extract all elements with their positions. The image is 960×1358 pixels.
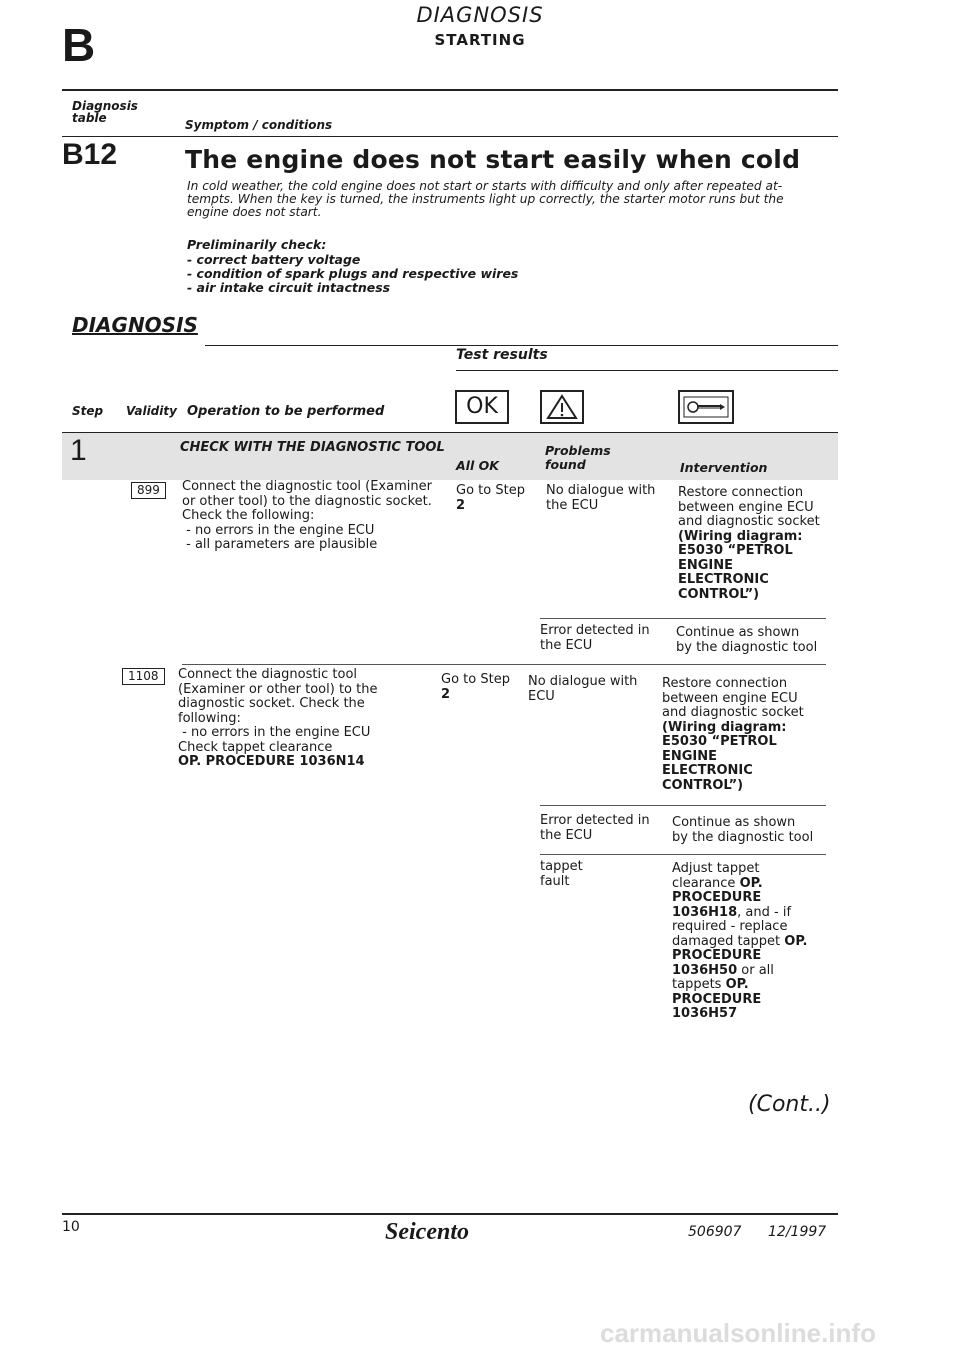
section-letter: B bbox=[62, 19, 96, 71]
operation-normal: Connect the diagnostic tool (Examiner or other tool) to the diagnostic socket. Check the following: - no errors in the engine ECU Check tappet clearance bbox=[178, 667, 378, 755]
warning-icon bbox=[540, 390, 584, 424]
all-ok-label: Go to Step bbox=[441, 672, 510, 687]
intervention-bold: (Wiring diagram: E5030 “PETROL ENGINE ELECTRONIC CONTROL”) bbox=[678, 528, 803, 602]
row-divider bbox=[182, 664, 826, 665]
all-ok-text bbox=[441, 673, 510, 702]
col-step: Step bbox=[72, 404, 104, 418]
diagnosis-table-label: Diagnosis table bbox=[72, 99, 138, 125]
footer-page: 10 bbox=[62, 1219, 80, 1235]
col-operation: Operation to be performed bbox=[187, 404, 385, 419]
diagnosis-heading: DIAGNOSIS bbox=[72, 313, 198, 337]
intervention-normal: Restore connection between engine ECU and diagnostic socket bbox=[662, 676, 804, 720]
footer-date: 12/1997 bbox=[768, 1224, 827, 1240]
header-rule bbox=[62, 89, 838, 91]
intervention-text bbox=[678, 486, 820, 602]
problem-text: Error detected in the ECU bbox=[540, 813, 650, 843]
result-divider bbox=[540, 805, 826, 806]
intervention-text bbox=[662, 677, 804, 793]
intervention-bold-part: OP. PROCEDURE 1036H18 bbox=[672, 875, 763, 920]
intervention-normal: Restore connection between engine ECU and diagnostic socket bbox=[678, 485, 820, 529]
step-number: 1 bbox=[70, 434, 87, 467]
description: In cold weather, the cold engine does not start or starts with difficulty and only after repeated at- tempts. When the key is turned, the instruments light up correctly, the starter motor runs but the engine does not start. bbox=[187, 179, 784, 219]
problem-text: No dialogue with the ECU bbox=[546, 483, 656, 513]
validity-code: 899 bbox=[131, 482, 166, 499]
all-ok-text bbox=[456, 484, 525, 513]
footer-doc: 506907 bbox=[688, 1224, 742, 1240]
operation-text: Connect the diagnostic tool (Examiner or other tool) to the diagnostic socket. Check the following: - no errors in the engine ECU - all parameters are plausible bbox=[182, 479, 432, 552]
result-divider bbox=[540, 618, 826, 619]
col-all-ok: All OK bbox=[456, 458, 499, 473]
preliminary-item: - air intake circuit intactness bbox=[187, 280, 391, 295]
header-title: DIAGNOSIS bbox=[416, 3, 544, 27]
test-results-rule bbox=[456, 370, 838, 371]
preliminary-item: - correct battery voltage bbox=[187, 252, 361, 267]
test-results-label: Test results bbox=[456, 347, 548, 363]
operation-text bbox=[178, 668, 377, 770]
step-band-top-rule bbox=[62, 432, 838, 433]
cont-label: (Cont..) bbox=[748, 1092, 831, 1117]
intervention-text: Continue as shown by the diagnostic tool bbox=[672, 815, 814, 845]
all-ok-label: Go to Step bbox=[456, 483, 525, 498]
ok-icon-text: OK bbox=[466, 394, 498, 419]
problem-text: No dialogue with ECU bbox=[528, 674, 638, 704]
intervention-bold: (Wiring diagram: E5030 “PETROL ENGINE ELECTRONIC CONTROL”) bbox=[662, 719, 787, 793]
intervention-text bbox=[672, 862, 807, 1022]
code: B12 bbox=[62, 138, 118, 171]
ok-icon bbox=[455, 390, 509, 424]
all-ok-step: 2 bbox=[441, 686, 451, 702]
wrench-icon bbox=[678, 390, 734, 424]
footer-brand: Seicento bbox=[385, 1219, 469, 1245]
preliminary-item: - condition of spark plugs and respective wires bbox=[187, 266, 519, 281]
all-ok-step: 2 bbox=[456, 497, 466, 513]
step-title: CHECK WITH THE DIAGNOSTIC TOOL bbox=[180, 440, 445, 455]
symptom-label: Symptom / conditions bbox=[185, 118, 333, 132]
symptom-rule bbox=[62, 136, 838, 137]
intervention-bold-part: OP. PROCEDURE 1036H57 bbox=[672, 977, 762, 1021]
intervention-part: , and - if required - replace damaged tappet bbox=[672, 904, 792, 949]
problem-text: tappet fault bbox=[540, 859, 583, 889]
watermark: carmanualsonline.info bbox=[600, 1318, 876, 1348]
header-subtitle: STARTING bbox=[434, 31, 526, 49]
intervention-text: Continue as shown by the diagnostic tool bbox=[676, 625, 818, 655]
col-problems: Problems found bbox=[545, 443, 611, 472]
intervention-part: or all tappets bbox=[672, 962, 774, 992]
footer-rule bbox=[62, 1213, 838, 1215]
title: The engine does not start easily when cold bbox=[185, 145, 801, 174]
problem-text: Error detected in the ECU bbox=[540, 623, 650, 653]
operation-bold: OP. PROCEDURE 1036N14 bbox=[178, 754, 365, 769]
preliminary-heading: Preliminarily check: bbox=[187, 237, 327, 252]
validity-code: 1108 bbox=[122, 668, 165, 685]
intervention-part: Adjust tappet clearance bbox=[672, 861, 760, 891]
diagnosis-rule bbox=[205, 345, 838, 346]
intervention-bold-part: OP. PROCEDURE 1036H50 bbox=[672, 933, 808, 978]
col-intervention: Intervention bbox=[680, 460, 768, 475]
col-validity: Validity bbox=[126, 404, 177, 418]
result-divider bbox=[540, 854, 826, 855]
